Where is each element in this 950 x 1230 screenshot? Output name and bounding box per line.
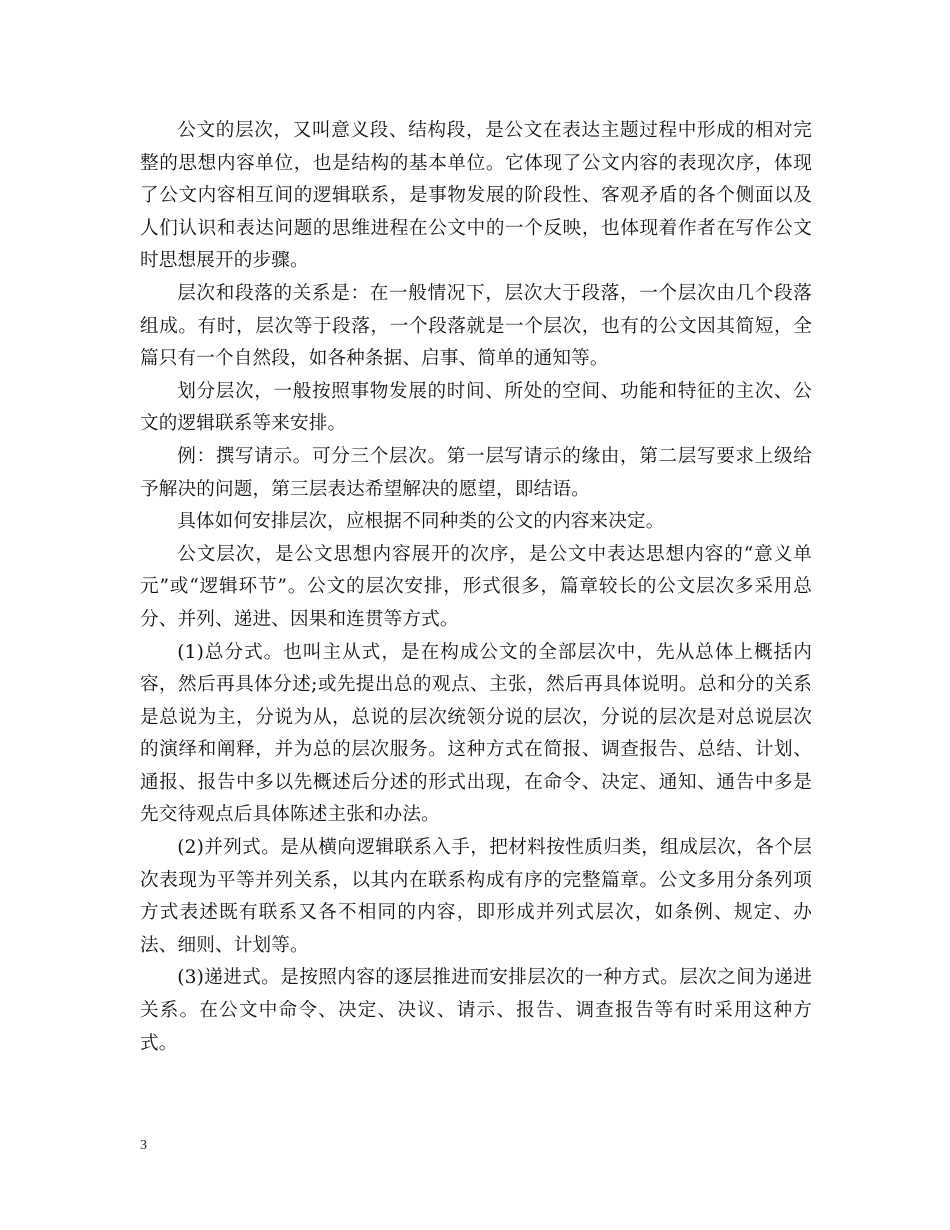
paragraph-dividing-levels: 划分层次，一般按照事物发展的时间、所处的空间、功能和特征的主次、公文的逻辑联系等来安排。 bbox=[140, 380, 812, 435]
page-number: 3 bbox=[140, 1138, 147, 1153]
paragraph-arrangement: 具体如何安排层次，应根据不同种类的公文的内容来决定。 bbox=[177, 511, 665, 533]
paragraph-example: 例：撰写请示。可分三个层次。第一层写请示的缘由，第二层写要求上级给予解决的问题，第三层表达希望解决的愿望，即结语。 bbox=[140, 445, 812, 500]
document-body bbox=[140, 115, 812, 1060]
paragraph-parallel: (2)并列式。是从横向逻辑联系入手，把材料按性质归类，组成层次，各个层次表现为平等并列关系，以其内在联系构成有序的完整篇章。公文多用分条列项方式表述既有联系又各不相同的内容，即形成并列式层次，如条例、规定、办法、细则、计划等。 bbox=[140, 837, 812, 956]
paragraph-level-order: 公文层次，是公文思想内容展开的次序，是公文中表达思想内容的“意义单元”或“逻辑环节”。公文的层次安排，形式很多，篇章较长的公文层次多采用总分、并列、递进、因果和连贯等方式。 bbox=[140, 543, 812, 630]
paragraph-definition: 公文的层次，又叫意义段、结构段，是公文在表达主题过程中形成的相对完整的思想内容单位，也是结构的基本单位。它体现了公文内容的表现次序，体现了公文内容相互间的逻辑联系，是事物发展的阶段性、客观矛盾的各个侧面以及人们认识和表达问题的思维进程在公文中的一个反映，也体现着作者在写作公文时思想展开的步骤。 bbox=[140, 120, 812, 272]
paragraph-progressive: (3)递进式。是按照内容的逐层推进而安排层次的一种方式。层次之间为递进关系。在公文中命令、决定、决议、请示、报告、调查报告等有时采用这种方式。 bbox=[140, 967, 812, 1054]
paragraph-levels-vs-sections: 层次和段落的关系是：在一般情况下，层次大于段落，一个层次由几个段落组成。有时，层次等于段落，一个段落就是一个层次，也有的公文因其简短，全篇只有一个自然段，如各种条据、启事、简单的通知等。 bbox=[140, 282, 812, 370]
paragraph-total-sub: (1)总分式。也叫主从式，是在构成公文的全部层次中，先从总体上概括内容，然后再具体分述;或先提出总的观点、主张，然后再具体说明。总和分的关系是总说为主，分说为从，总说的层次统领分说的层次，分说的层次是对总说层次的演绎和阐释，并为总的层次服务。这种方式在简报、调查报告、总结、计划、通报、报告中多以先概述后分述的形式出现，在命令、决定、通知、通告中多是先交待观点后具体陈述主张和办法。 bbox=[140, 641, 812, 826]
